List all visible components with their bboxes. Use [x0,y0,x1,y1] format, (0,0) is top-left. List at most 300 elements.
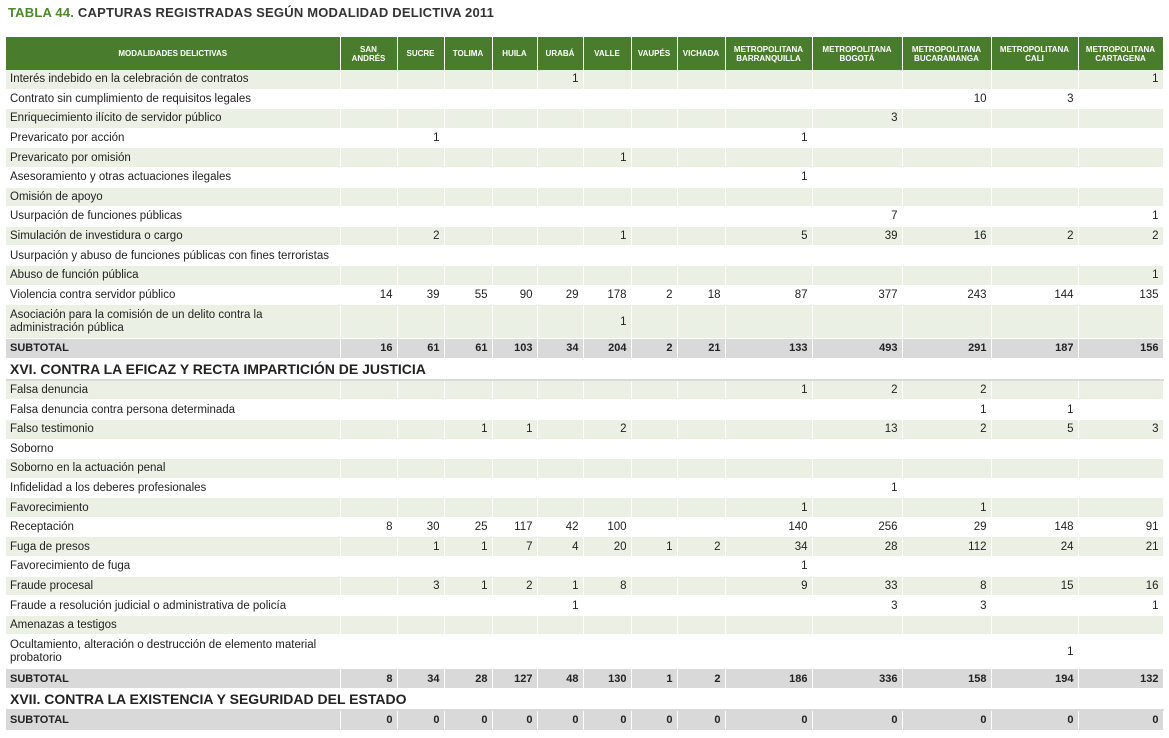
table-cell [725,635,812,669]
table-cell [583,167,631,187]
table-cell: 3 [991,89,1078,109]
table-cell: 33 [812,576,902,596]
table-row [6,400,1163,420]
column-header: METROPOLITANA CALI [991,37,1078,70]
table-cell [340,226,397,246]
table-title-text: CAPTURAS REGISTRADAS SEGÚN MODALIDAD DELICTIVA 2011 [77,5,495,20]
table-cell: 3 [397,576,444,596]
table-cell: 3 [902,596,991,616]
table-cell [631,305,677,339]
table-cell: 1 [1078,70,1163,89]
table-cell [631,128,677,148]
subtotal-cell: 0 [677,710,725,730]
table-cell [991,265,1078,285]
table-cell [340,109,397,129]
subtotal-cell: 0 [991,710,1078,730]
column-header: TOLIMA [444,37,492,70]
table-cell: 15 [991,576,1078,596]
table-cell: 30 [397,517,444,537]
table-cell: 1 [902,498,991,518]
table-cell [492,89,537,109]
table-cell [537,439,583,459]
table-cell [537,109,583,129]
subtotal-cell: 2 [677,669,725,689]
table-cell [677,517,725,537]
table-cell [677,635,725,669]
table-cell [902,207,991,227]
table-cell [444,148,492,168]
table-cell: 1 [1078,265,1163,285]
table-cell [631,419,677,439]
table-cell [492,615,537,635]
table-cell [397,109,444,129]
table-cell [1078,498,1163,518]
table-cell [991,459,1078,479]
table-cell: 8 [902,576,991,596]
table-cell [583,109,631,129]
table-cell [991,70,1078,89]
row-label: Fuga de presos [6,537,340,557]
table-cell [537,226,583,246]
table-cell [725,207,812,227]
table-cell [340,70,397,89]
table-cell [991,167,1078,187]
table-row [6,576,1163,596]
subtotal-cell: 0 [902,710,991,730]
table-cell: 13 [812,419,902,439]
table-cell [991,305,1078,339]
table-cell [677,615,725,635]
table-cell [492,596,537,616]
table-cell [537,380,583,400]
table-cell [583,265,631,285]
subtotal-cell: 291 [902,339,991,359]
table-cell [1078,459,1163,479]
row-label: Enriquecimiento ilícito de servidor público [6,109,340,129]
table-cell: 1 [444,576,492,596]
table-cell [677,498,725,518]
table-cell [583,439,631,459]
row-label: Contrato sin cumplimiento de requisitos legales [6,89,340,109]
table-cell [583,246,631,266]
table-cell [537,148,583,168]
table-cell [444,167,492,187]
table-cell: 135 [1078,285,1163,305]
table-cell [340,89,397,109]
table-cell: 1 [1078,596,1163,616]
table-cell [444,70,492,89]
section-title: XVII. CONTRA LA EXISTENCIA Y SEGURIDAD DEL ESTADO [6,689,1163,711]
header-row [6,37,1163,70]
table-body [6,70,1163,730]
subtotal-cell: 34 [397,669,444,689]
table-cell [397,167,444,187]
table-cell [340,187,397,207]
subtotal-cell: 204 [583,339,631,359]
table-cell: 1 [444,419,492,439]
table-cell [725,596,812,616]
table-cell [397,187,444,207]
table-cell: 16 [1078,576,1163,596]
subtotal-cell: 103 [492,339,537,359]
table-cell [991,615,1078,635]
table-cell [631,246,677,266]
table-cell [812,128,902,148]
table-cell [902,265,991,285]
column-header: METROPOLITANA BUCARAMANGA [902,37,991,70]
subtotal-cell: 156 [1078,339,1163,359]
table-cell [631,498,677,518]
table-cell [340,439,397,459]
table-cell [991,557,1078,577]
table-cell [492,148,537,168]
subtotal-cell: 16 [340,339,397,359]
table-cell [397,635,444,669]
table-cell [444,459,492,479]
table-cell [444,557,492,577]
row-label: Simulación de investidura o cargo [6,226,340,246]
table-cell [902,148,991,168]
table-cell [444,89,492,109]
table-cell [397,265,444,285]
table-row [6,596,1163,616]
subtotal-cell: 0 [725,710,812,730]
table-cell [583,615,631,635]
table-cell [631,109,677,129]
table-cell [725,89,812,109]
table-cell [631,439,677,459]
table-cell: 5 [725,226,812,246]
table-cell [444,478,492,498]
table-cell [677,596,725,616]
table-cell [991,380,1078,400]
table-cell [631,148,677,168]
table-cell: 55 [444,285,492,305]
subtotal-cell: 127 [492,669,537,689]
table-cell [812,439,902,459]
table-cell [631,70,677,89]
subtotal-cell: 0 [340,710,397,730]
table-cell [492,265,537,285]
table-cell [902,187,991,207]
table-cell: 29 [902,517,991,537]
table-cell [444,380,492,400]
table-cell [677,576,725,596]
table-cell [991,246,1078,266]
table-cell [397,478,444,498]
table-cell: 24 [991,537,1078,557]
table-row [6,419,1163,439]
subtotal-cell: 0 [631,710,677,730]
table-cell [1078,635,1163,669]
table-cell [397,400,444,420]
table-row [6,478,1163,498]
subtotal-row [6,339,1163,359]
table-title [8,5,494,20]
table-cell [631,459,677,479]
column-header: VALLE [583,37,631,70]
table-cell [583,187,631,207]
table-cell: 2 [902,380,991,400]
table-cell [492,400,537,420]
table-cell [1078,89,1163,109]
table-cell [991,498,1078,518]
column-header: VICHADA [677,37,725,70]
row-label: Soborno [6,439,340,459]
table-cell [340,167,397,187]
table-cell: 1 [537,576,583,596]
table-cell [631,167,677,187]
table-row [6,207,1163,227]
table-cell [631,89,677,109]
table-cell [902,557,991,577]
table-cell [631,226,677,246]
table-cell [1078,380,1163,400]
table-cell [631,400,677,420]
table-cell [725,400,812,420]
table-cell: 21 [1078,537,1163,557]
table-cell [340,419,397,439]
table-cell [492,167,537,187]
table-cell: 8 [583,576,631,596]
table-cell [725,419,812,439]
table-cell [725,109,812,129]
subtotal-cell: 61 [397,339,444,359]
table-cell [492,439,537,459]
table-cell [812,635,902,669]
table-cell: 1 [725,380,812,400]
table-cell [677,128,725,148]
table-cell [677,109,725,129]
row-label: Fraude a resolución judicial o administrativa de policía [6,596,340,616]
table-cell [631,615,677,635]
table-cell [1078,615,1163,635]
table-cell: 90 [492,285,537,305]
table-cell [537,187,583,207]
table-cell [677,557,725,577]
subtotal-cell: 130 [583,669,631,689]
table-cell [1078,167,1163,187]
row-label: Receptación [6,517,340,537]
table-cell: 2 [677,537,725,557]
table-cell: 8 [340,517,397,537]
table-cell: 112 [902,537,991,557]
table-cell [397,148,444,168]
table-cell [537,305,583,339]
table-cell [444,265,492,285]
row-label: Asesoramiento y otras actuaciones ilegales [6,167,340,187]
row-label: Abuso de función pública [6,265,340,285]
table-cell [340,400,397,420]
table-cell [812,615,902,635]
table-row [6,265,1163,285]
table-cell: 1 [812,478,902,498]
table-cell [631,187,677,207]
table-cell: 34 [725,537,812,557]
table-cell: 1 [725,167,812,187]
row-label: Prevaricato por omisión [6,148,340,168]
row-label: Soborno en la actuación penal [6,459,340,479]
table-cell: 7 [812,207,902,227]
table-cell [991,478,1078,498]
table-row [6,187,1163,207]
table-cell [677,459,725,479]
table-row [6,226,1163,246]
table-cell [397,207,444,227]
table-cell [902,439,991,459]
table-cell [902,615,991,635]
table-cell [725,459,812,479]
table-cell [537,207,583,227]
table-cell [492,498,537,518]
table-cell: 1 [1078,207,1163,227]
table-cell [444,246,492,266]
table-cell [725,265,812,285]
table-cell [677,246,725,266]
table-cell [537,167,583,187]
table-cell [340,596,397,616]
table-cell [583,478,631,498]
column-header-modalidad: MODALIDADES DELICTIVAS [6,37,340,70]
table-cell [902,128,991,148]
table-cell [902,246,991,266]
table-cell [397,70,444,89]
table-cell: 1 [537,70,583,89]
table-cell [583,128,631,148]
table-cell: 1 [631,537,677,557]
table-cell [677,380,725,400]
subtotal-cell: 0 [537,710,583,730]
table-row [6,557,1163,577]
table-cell [583,557,631,577]
table-cell: 28 [812,537,902,557]
table-cell: 87 [725,285,812,305]
row-label: Fraude procesal [6,576,340,596]
captures-table [6,37,1164,731]
table-cell [583,459,631,479]
table-cell [492,478,537,498]
subtotal-cell: 0 [492,710,537,730]
row-label: Falso testimonio [6,419,340,439]
table-cell [677,419,725,439]
table-cell [444,109,492,129]
table-cell [340,128,397,148]
table-cell: 3 [812,596,902,616]
row-label: Amenazas a testigos [6,615,340,635]
table-cell [1078,187,1163,207]
subtotal-row [6,669,1163,689]
table-cell [812,498,902,518]
table-row [6,148,1163,168]
column-header: SAN ANDRÉS [340,37,397,70]
subtotal-cell: 194 [991,669,1078,689]
row-label: Prevaricato por acción [6,128,340,148]
column-header: METROPOLITANA BOGOTÁ [812,37,902,70]
table-cell: 91 [1078,517,1163,537]
row-label: Asociación para la comisión de un delito contra la administración pública [6,305,340,339]
table-row [6,305,1163,339]
table-cell [1078,109,1163,129]
table-cell: 14 [340,285,397,305]
table-cell [444,305,492,339]
table-cell: 2 [902,419,991,439]
table-cell [583,596,631,616]
table-cell: 1 [583,226,631,246]
table-cell [631,557,677,577]
table-cell [492,207,537,227]
table-cell [583,380,631,400]
subtotal-cell: 0 [397,710,444,730]
table-cell: 100 [583,517,631,537]
subtotal-cell: 21 [677,339,725,359]
table-cell [397,615,444,635]
table-cell [340,305,397,339]
table-cell: 4 [537,537,583,557]
table-row [6,109,1163,129]
table-cell [340,265,397,285]
table-cell [492,305,537,339]
table-cell [537,419,583,439]
row-label: Ocultamiento, alteración o destrucción de elemento material probatorio [6,635,340,669]
row-label: Infidelidad a los deberes profesionales [6,478,340,498]
subtotal-cell: 0 [812,710,902,730]
table-cell [1078,439,1163,459]
table-cell [677,478,725,498]
table-cell [631,576,677,596]
table-cell [725,148,812,168]
table-cell: 2 [492,576,537,596]
table-cell [677,148,725,168]
table-row [6,246,1163,266]
table-cell: 377 [812,285,902,305]
table-cell: 140 [725,517,812,537]
table-cell [677,226,725,246]
column-header: SUCRE [397,37,444,70]
table-cell: 1 [397,128,444,148]
table-cell [340,380,397,400]
table-cell [492,128,537,148]
table-cell [1078,246,1163,266]
table-cell [340,557,397,577]
subtotal-cell: 2 [631,339,677,359]
table-cell [444,439,492,459]
subtotal-cell: 158 [902,669,991,689]
table-row [6,615,1163,635]
table-cell [902,478,991,498]
table-cell [537,265,583,285]
table-row [6,517,1163,537]
table-cell [677,400,725,420]
table-cell: 1 [725,498,812,518]
table-cell [340,459,397,479]
table-cell [397,557,444,577]
table-cell [991,207,1078,227]
table-row [6,635,1163,669]
table-cell [444,207,492,227]
table-cell [537,89,583,109]
table-cell [492,226,537,246]
table-cell [583,635,631,669]
table-cell: 117 [492,517,537,537]
table-cell: 1 [583,305,631,339]
table-cell: 1 [583,148,631,168]
table-cell [725,615,812,635]
table-cell [537,459,583,479]
table-cell [902,635,991,669]
subtotal-cell: 0 [1078,710,1163,730]
table-cell [444,128,492,148]
table-cell: 178 [583,285,631,305]
